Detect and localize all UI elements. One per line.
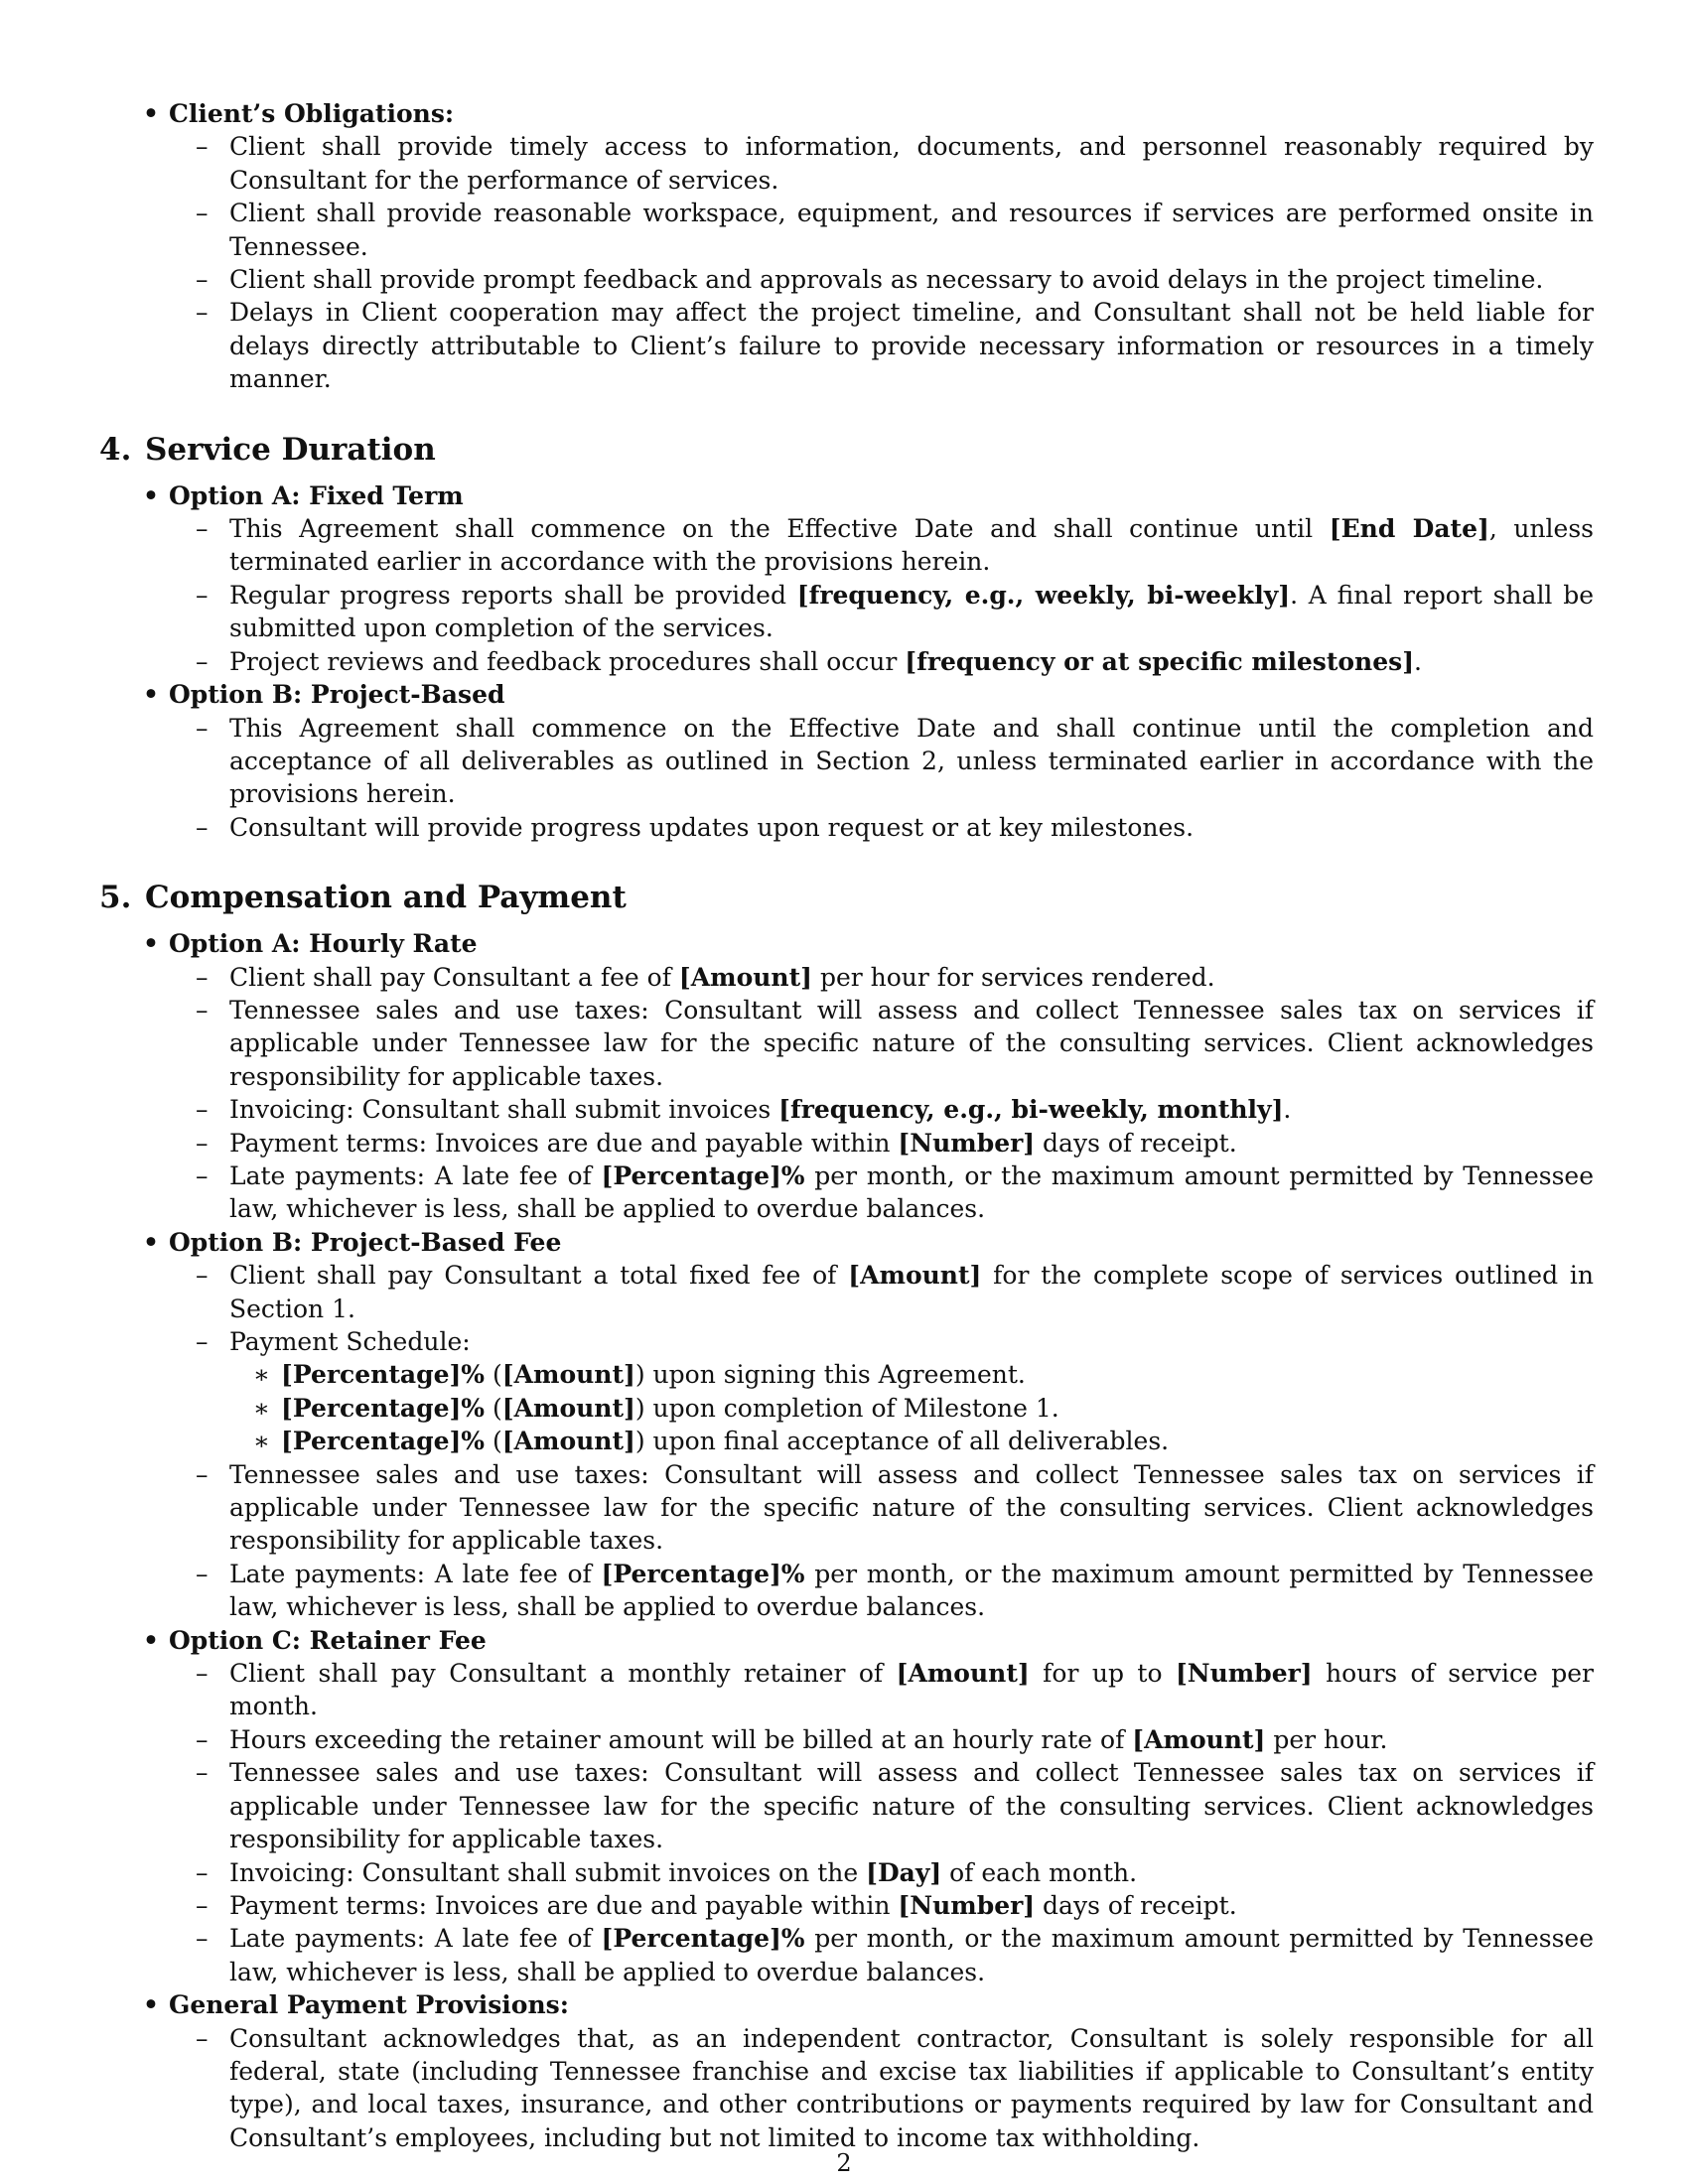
list-item: – Regular progress reports shall be provided [frequency, e.g., weekly, bi-weekly]. A final report shall be submitted upon completion of the services. [196,580,1594,643]
option-a-fixed-term: • Option A: Fixed Term – This Agreement shall commence on the Effective Date and shall continue until [End Date], unless terminated earlier in accordance with the provisions herein. – Regular progress reports shall be provided [frequency, e.g., weekly, bi-weekly]. A final report shall be submitted upon completion of the services. – Project reviews and feedback procedures shall occur [frequency or at specific milestones]. [169,479,1594,678]
schedule-item: ∗ [Percentage]% ([Amount]) upon completion of Milestone 1. [281,1392,1594,1425]
asterisk-icon: ∗ [253,1427,270,1456]
dash-icon: – [196,812,209,842]
list-item: – Consultant acknowledges that, as an independent contractor, Consultant is solely responsible for all federal, state (including Tennessee franchise and excise tax liabilities if applicable to Consultant’s entity type), and local taxes, insurance, and other contributions or payments required by law for Consultant and Consultant’s employees, including but not limited to income tax withholding. [196,2023,1594,2152]
dash-icon: – [196,514,209,544]
list-item: – This Agreement shall commence on the Effective Date and shall continue until [End Date], unless terminated earlier in accordance with the provisions herein. [196,514,1594,577]
list-item: – Delays in Client cooperation may affect the project timeline, and Consultant shall not be held liable for delays directly attributable to Client’s failure to provide necessary information or resources in a timely manner. [196,298,1594,394]
list-item: – Tennessee sales and use taxes: Consultant will assess and collect Tennessee sales tax on services if applicable under Tennessee law for the specific nature of the consulting services. Client acknowledges responsibility for applicable taxes. [196,1459,1594,1556]
dash-icon: – [196,1857,209,1887]
schedule-item: ∗ [Percentage]% ([Amount]) upon final acceptance of all deliverables. [281,1425,1594,1457]
placeholder-field: [frequency or at specific milestones] [905,646,1415,676]
list-item: – Late payments: A late fee of [Percentage]% per month, or the maximum amount permitted by Tennessee law, whichever is less, shall be applied to overdue balances. [196,1924,1594,1986]
dash-icon: – [196,1261,209,1291]
list-item: – Late payments: A late fee of [Percentage]% per month, or the maximum amount permitted by Tennessee law, whichever is less, shall be applied to overdue balances. [196,1160,1594,1224]
option-a-hourly-rate: • Option A: Hourly Rate – Client shall pay Consultant a fee of [Amount] per hour for services rendered. – Tennessee sales and use taxes: Consultant will assess and collect Tennessee sales tax on services if applicable under Tennessee law for the specific nature of the consulting services. Client acknowledges responsibility for applicable taxes. – Invoicing: Consultant shall submit invoices [frequency, e.g., bi-weekly, monthly]. – Payment terms: Invoices are due and payable within [Number] days of receipt. – Late payments: A late fee of [Percentage]% per month, or the maximum amount permitted by Tennessee law, whichever is less, shall be applied to overdue balances. [169,927,1594,1226]
dash-icon: – [196,132,209,162]
list-item: – Tennessee sales and use taxes: Consultant will assess and collect Tennessee sales tax on services if applicable under Tennessee law for the specific nature of the consulting services. Client acknowledges responsibility for applicable taxes. [196,995,1594,1091]
placeholder-field: [Percentage]% [601,1559,805,1588]
dash-icon: – [196,1890,209,1920]
placeholder-field: [Number] [898,1890,1036,1920]
list-item: – Payment Schedule: ∗ [Percentage]% ([Amount]) upon signing this Agreement. ∗ [Percentage]% ([Amount]) upon completion of Milestone 1. ∗ [Percentage]% ([Amount]) upon final acceptance of all deliverables. [229,1325,1594,1458]
bullet-icon: • [143,1990,159,2020]
dash-icon: – [196,1659,209,1689]
dash-icon: – [196,1758,209,1788]
section-heading-5: 5. Compensation and Payment [99,880,627,916]
dash-icon: – [196,995,209,1024]
list-item: – Client shall provide prompt feedback and approvals as necessary to avoid delays in the project timeline. [229,263,1594,296]
list-item: – Hours exceeding the retainer amount will be billed at an hourly rate of [Amount] per hour. [229,1723,1594,1756]
dash-icon: – [196,1128,209,1158]
bullet-icon: • [143,1227,159,1257]
dash-icon: – [196,1459,209,1489]
dash-icon: – [196,1559,209,1588]
placeholder-field: [Percentage]% [601,1924,805,1954]
schedule-item: ∗ [Percentage]% ([Amount]) upon signing this Agreement. [281,1358,1594,1391]
placeholder-field: [Number] [898,1128,1036,1158]
dash-icon: – [196,199,209,228]
list-item: – This Agreement shall commence on the Effective Date and shall continue until the completion and acceptance of all deliverables as outlined in Section 2, unless terminated earlier in accordance with the provisions herein. [196,713,1594,809]
dash-icon: – [196,646,209,676]
bullet-icon: • [143,929,159,959]
list-item: – Invoicing: Consultant shall submit invoices on the [Day] of each month. [229,1856,1594,1889]
section-5-list [99,927,1594,2154]
placeholder-field: [End Date] [1329,514,1489,544]
asterisk-icon: ∗ [253,1393,270,1423]
placeholder-field: [Amount] [1132,1724,1266,1754]
bullet-icon: • [143,480,159,510]
placeholder-field: [Amount] [848,1261,982,1291]
placeholder-field: [Amount] [678,962,812,992]
placeholder-field: [Amount] [896,1659,1030,1689]
list-item: – Client shall pay Consultant a total fixed fee of [Amount] for the complete scope of services outlined in Section 1. [196,1261,1594,1323]
bullet-icon: • [143,99,159,128]
general-payment-provisions: • General Payment Provisions: – Consultant acknowledges that, as an independent contractor, Consultant is solely responsible for all federal, state (including Tennessee franchise and excise tax liabilities if applicable to Consultant’s entity type), and local taxes, insurance, and other contributions or payments required by law for Consultant and Consultant’s employees, including but not limited to income tax withholding. [169,1988,1594,2154]
bullet-icon: • [143,1625,159,1655]
dash-icon: – [196,1095,209,1125]
bullet-icon: • [143,680,159,710]
page-content [99,97,1594,2154]
list-item: – Client shall provide reasonable workspace, equipment, and resources if services are performed onsite in Tennessee. [196,199,1594,261]
list-item: – Payment terms: Invoices are due and payable within [Number] days of receipt. [229,1127,1594,1160]
client-obligations [143,97,1594,396]
placeholder-field: [Percentage]% [601,1160,805,1190]
option-b-project-based: • Option B: Project-Based – This Agreement shall commence on the Effective Date and shall continue until the completion and acceptance of all deliverables as outlined in Section 2, unless terminated earlier in accordance with the provisions herein. – Consultant will provide progress updates upon request or at key milestones. [169,678,1594,844]
list-item: – Client shall pay Consultant a fee of [Amount] per hour for services rendered. [229,961,1594,994]
section-heading-4: 4. Service Duration [99,431,436,468]
client-obligations-list [99,97,1594,396]
payment-schedule [229,1358,1594,1457]
list-item: – Payment terms: Invoices are due and payable within [Number] days of receipt. [229,1889,1594,1922]
list-item: – Client shall pay Consultant a monthly retainer of [Amount] for up to [Number] hours of service per month. [196,1659,1594,1721]
dash-icon: – [196,713,209,743]
dash-icon: – [196,298,209,328]
list-item: – Invoicing: Consultant shall submit invoices [frequency, e.g., bi-weekly, monthly]. [229,1093,1594,1126]
placeholder-field: [frequency, e.g., bi-weekly, monthly] [778,1095,1284,1125]
placeholder-field: [frequency, e.g., weekly, bi-weekly] [796,580,1291,610]
dash-icon: – [196,2023,209,2053]
dash-icon: – [196,1327,209,1356]
option-c-retainer-fee: • Option C: Retainer Fee – Client shall pay Consultant a monthly retainer of [Amount] for up to [Number] hours of service per month. – Hours exceeding the retainer amount will be billed at an hourly rate of [Amount] per hour. – Tennessee sales and use taxes: Consultant will assess and collect Tennessee sales tax on services if applicable under Tennessee law for the specific nature of the consulting services. Client acknowledges responsibility for applicable taxes. – Invoicing: Consultant shall submit invoices on the [Day] of each month. – Payment terms: Invoices are due and payable within [Number] days of receipt. – Late payments: A late fee of [Percentage]% per month, or the maximum amount permitted by Tennessee law, whichever is less, shall be applied to overdue balances. [169,1624,1594,1988]
dash-icon: – [196,580,209,610]
list-item: – Client shall provide timely access to information, documents, and personnel reasonably required by Consultant for the performance of services. [196,132,1594,195]
list-item: – Tennessee sales and use taxes: Consultant will assess and collect Tennessee sales tax on services if applicable under Tennessee law for the specific nature of the consulting services. Client acknowledges responsibility for applicable taxes. [196,1758,1594,1854]
placeholder-field: [Day] [866,1857,942,1887]
dash-icon: – [196,1160,209,1190]
dash-icon: – [196,1724,209,1754]
client-obligations-title: Client’s Obligations: [169,99,455,128]
placeholder-field: [Number] [1175,1659,1313,1689]
dash-icon: – [196,265,209,295]
dash-icon: – [196,1924,209,1954]
list-item: – Consultant will provide progress updates upon request or at key milestones. [229,811,1594,844]
option-b-project-based-fee: • Option B: Project-Based Fee – Client shall pay Consultant a total fixed fee of [Amount] for the complete scope of services outlined in Section 1. – Payment Schedule: ∗ [Percentage]% ([Amount]) upon signing this Agreement. ∗ [Percentage]% ([Amount]) upon completion of Milestone 1. ∗ [Percentage]% ([Amount]) upon final acceptance of all deliverables. – Tennessee sales and use taxes: Consultant will assess and collect Tennessee sales tax on services if applicable under Tennessee law for the specific nature of the consulting services. Client acknowledges responsibility for applicable taxes. – Late payments: A late fee of [Percentage]% per month, or the maximum amount permitted by Tennessee law, whichever is less, shall be applied to overdue balances. [169,1226,1594,1624]
dash-icon: – [196,962,209,992]
section-4-list [99,479,1594,844]
asterisk-icon: ∗ [253,1360,270,1390]
page-number: 2 [836,2149,852,2177]
list-item: – Project reviews and feedback procedures shall occur [frequency or at specific milestones]. [229,645,1594,678]
list-item: – Late payments: A late fee of [Percentage]% per month, or the maximum amount permitted by Tennessee law, whichever is less, shall be applied to overdue balances. [196,1559,1594,1622]
